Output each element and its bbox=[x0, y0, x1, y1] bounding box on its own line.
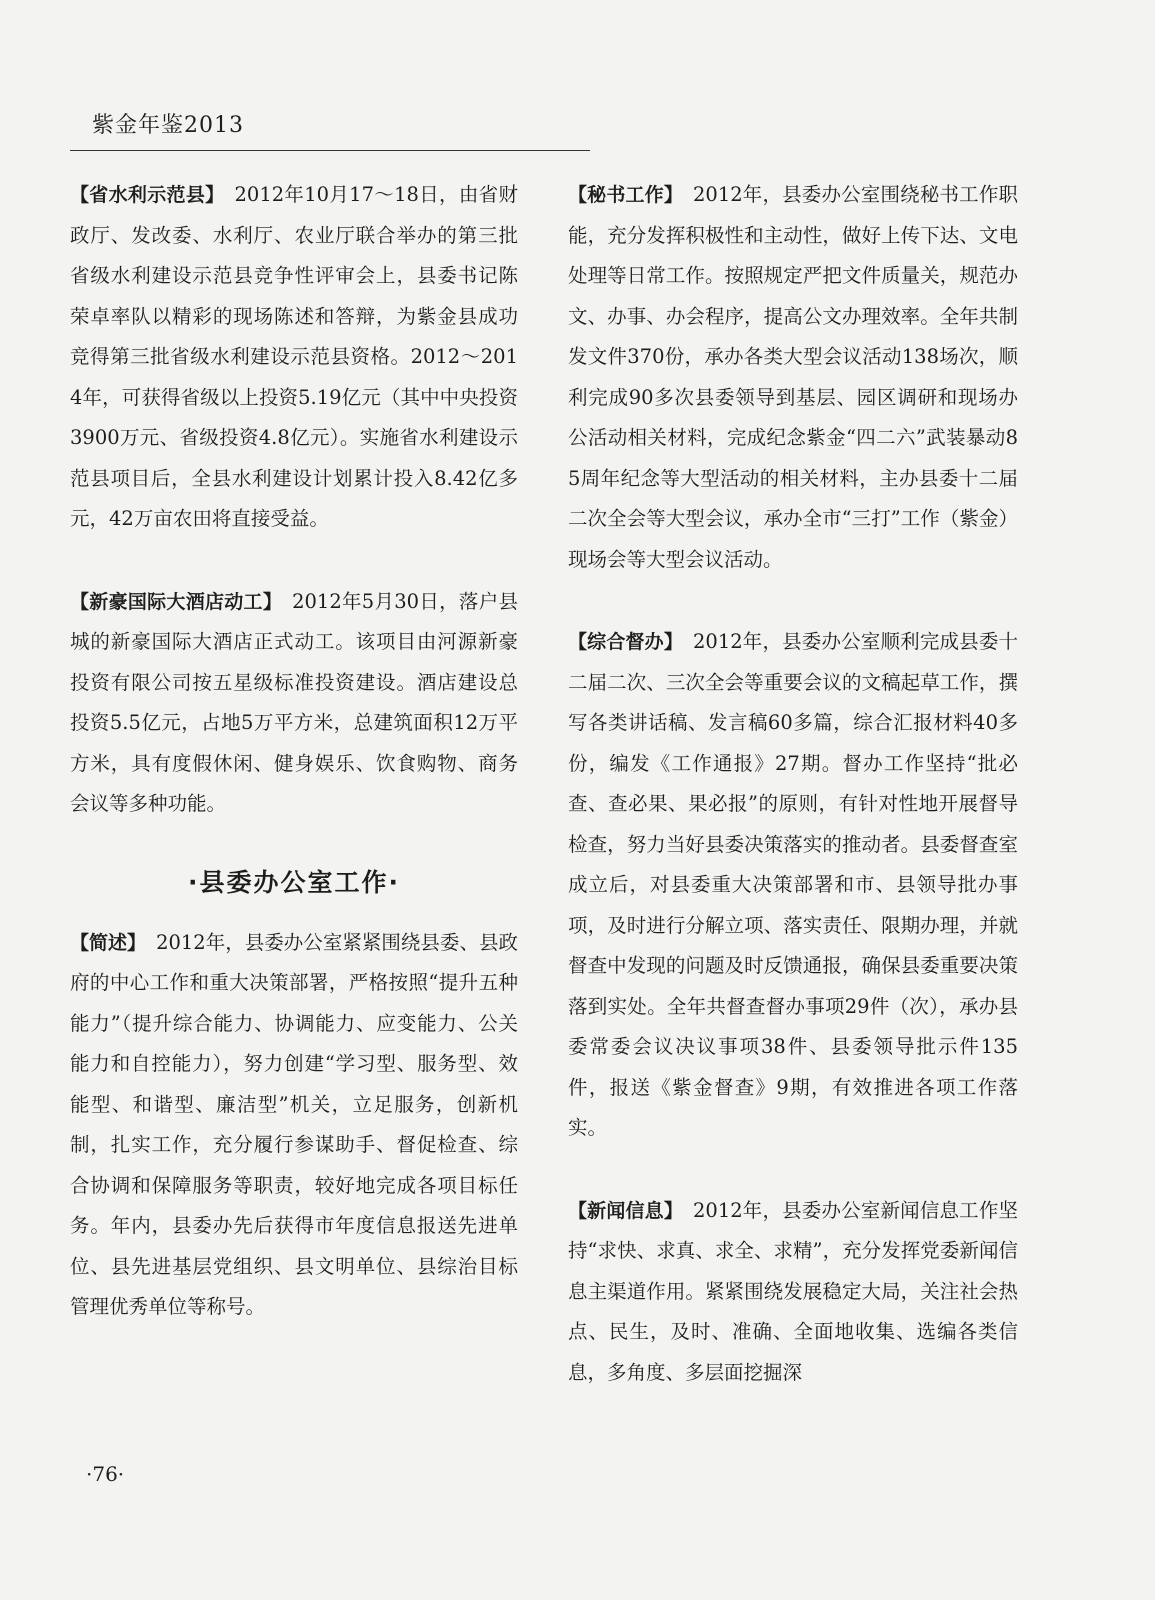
entry-text: 2012年，县委办公室新闻信息工作坚持“求快、求真、求全、求精”，充分发挥党委新闻信息主渠道作用。紧紧围绕发展稳定大局，关注社会热点、民生，及时、准确、全面地收集、选编各类信息，多角度、多层面挖掘深 bbox=[568, 1198, 1018, 1384]
page-number: ·76· bbox=[86, 1462, 125, 1486]
section-title: ·县委办公室工作· bbox=[188, 867, 400, 897]
entry-tag: 【简述】 bbox=[70, 931, 147, 954]
entry-secretarial-work bbox=[568, 175, 1018, 580]
entry-tag: 【新闻信息】 bbox=[568, 1199, 684, 1222]
running-title: 紫金年鉴2013 bbox=[92, 113, 244, 138]
entry-overview bbox=[70, 923, 518, 1328]
entry-xinhao-hotel-construction bbox=[70, 582, 518, 825]
entry-text: 2012年，县委办公室顺利完成县委十二届二次、三次全会等重要会议的文稿起草工作，撰写各类讲话稿、发言稿60多篇，综合汇报材料40多份，编发《工作通报》27期。督办工作坚持“批必查、查必果、果必报”的原则，有针对性地开展督导检查，努力当好县委决策落实的推动者。县委督查室成立后，对县委重大决策部署和市、县领导批办事项，及时进行分解立项、落实责任、限期办理，并就督查中发现的问题及时反馈通报，确保县委重要决策落到实处。全年共督查督办事项29件（次），承办县委常委会议决议事项38件、县委领导批示件135件，报送《紫金督查》9期，有效推进各项工作落实。 bbox=[568, 630, 1018, 1139]
entry-text: 2012年5月30日，落户县城的新豪国际大酒店正式动工。该项目由河源新豪投资有限公司按五星级标准投资建设。酒店建设总投资5.5亿元，占地5万平方米，总建筑面积12万平方米，具有度假休闲、健身娱乐、饮食购物、商务会议等多种功能。 bbox=[70, 589, 518, 815]
entry-provincial-water-demo-county bbox=[70, 175, 518, 540]
entry-tag: 【综合督办】 bbox=[568, 631, 684, 653]
entry-tag: 【新豪国际大酒店动工】 bbox=[70, 590, 283, 613]
right-column bbox=[568, 175, 1018, 1393]
entry-tag: 【秘书工作】 bbox=[568, 184, 684, 206]
entry-text: 2012年，县委办公室紧紧围绕县委、县政府的中心工作和重大决策部署，严格按照“提升五种能力”（提升综合能力、协调能力、应变能力、公关能力和自控能力），努力创建“学习型、服务型、效能型、和谐型、廉洁型”机关，立足服务，创新机制，扎实工作，充分履行参谋助手、督促检查、综合协调和保障服务等职责，较好地完成各项目标任务。年内，县委办先后获得市年度信息报送先进单位、县先进基层党组织、县文明单位、县综治目标管理优秀单位等称号。 bbox=[70, 930, 518, 1318]
left-column bbox=[70, 175, 518, 1328]
header-rule bbox=[70, 150, 590, 151]
entry-tag: 【省水利示范县】 bbox=[70, 184, 225, 206]
entry-text: 2012年，县委办公室围绕秘书工作职能，充分发挥积极性和主动性，做好上传下达、文电处理等日常工作。按照规定严把文件质量关，规范办文、办事、办会程序，提高公文办理效率。全年共制发文件370份，承办各类大型会议活动138场次，顺利完成90多次县委领导到基层、园区调研和现场办公活动相关材料，完成纪念紫金“四二六”武装暴动85周年纪念等大型活动的相关材料，主办县委十二届二次全会等大型会议，承办全市“三打”工作（紫金）现场会等大型会议活动。 bbox=[568, 183, 1018, 571]
entry-text: 2012年10月17～18日，由省财政厅、发改委、水利厅、农业厅联合举办的第三批省级水利建设示范县竞争性评审会上，县委书记陈荣卓率队以精彩的现场陈述和答辩，为紫金县成功竞得第三批省级水利建设示范县资格。2012～2014年，可获得省级以上投资5.19亿元（其中中央投资3900万元、省级投资4.8亿元）。实施省水利建设示范县项目后，全县水利建设计划累计投入8.42亿多元，42万亩农田将直接受益。 bbox=[70, 183, 518, 530]
entry-news-information bbox=[568, 1191, 1018, 1394]
entry-comprehensive-supervision bbox=[568, 622, 1018, 1149]
